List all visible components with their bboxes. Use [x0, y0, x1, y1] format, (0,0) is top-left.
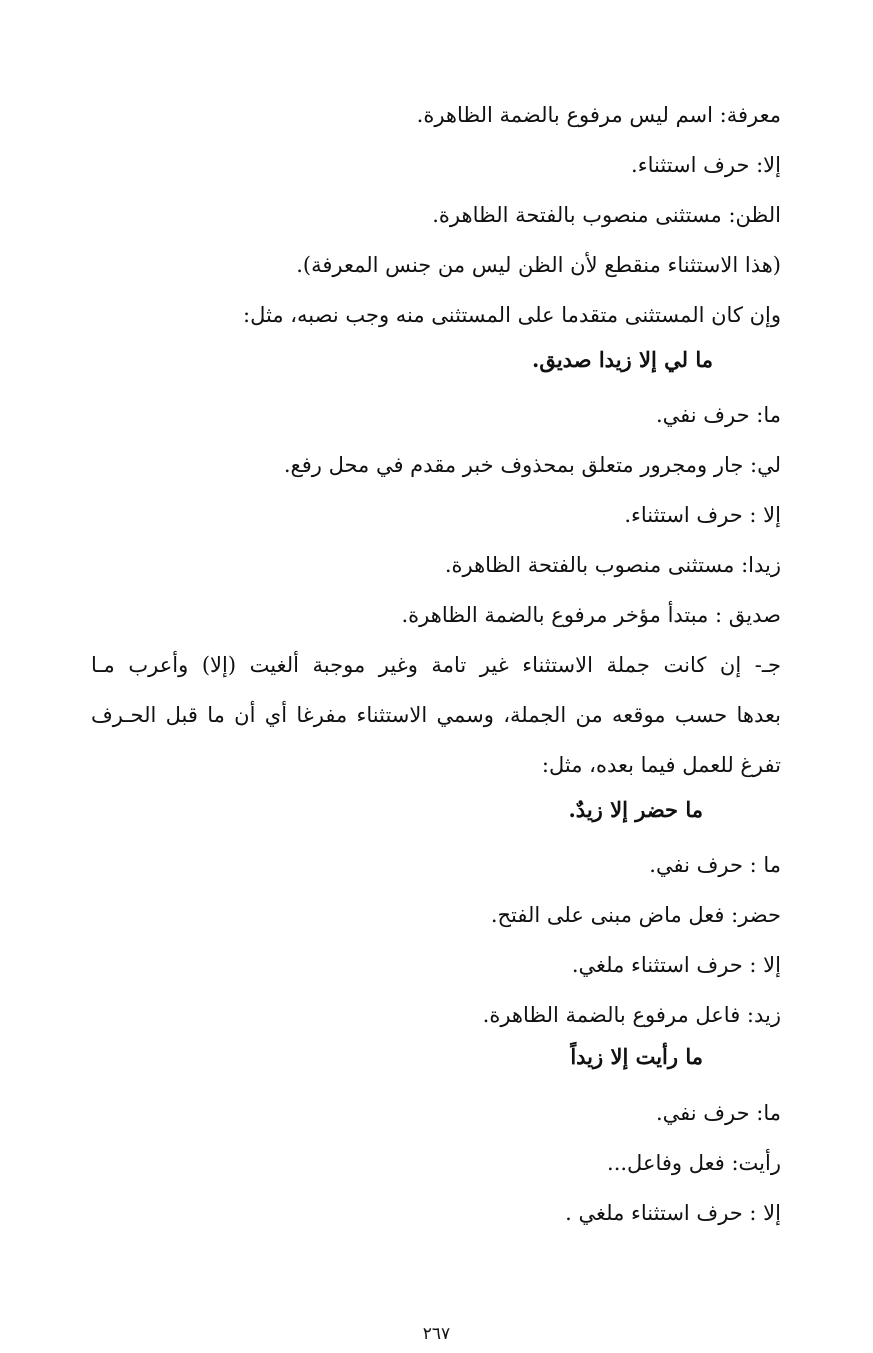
text-line: الظن: مستثنى منصوب بالفتحة الظاهرة.: [432, 203, 781, 227]
example-sentence: ما لي إلا زيدا صديق.: [532, 347, 713, 372]
text-line: ما: حرف نفي.: [655, 403, 781, 427]
text-line: ما : حرف نفي.: [649, 853, 781, 877]
text-line: لي: جار ومجرور متعلق بمحذوف خبر مقدم في محل رفع.: [283, 453, 781, 477]
text-line: ما: حرف نفي.: [655, 1101, 781, 1125]
text-line: رأيت: فعل وفاعل...: [607, 1151, 781, 1175]
example-sentence: ما حضر إلا زيدٌ.: [568, 797, 703, 822]
paragraph-line: جـ- إن كانت جملة الاستثناء غير تامة وغير موجبة ألغيت (إلا) وأعرب مـا: [91, 653, 781, 677]
text-line: صديق : مبتدأ مؤخر مرفوع بالضمة الظاهرة.: [401, 603, 781, 627]
page-number: ٢٦٧: [422, 1324, 451, 1344]
text-line: معرفة: اسم ليس مرفوع بالضمة الظاهرة.: [416, 103, 781, 127]
text-line: إلا : حرف استثناء ملغي .: [565, 1201, 781, 1225]
text-line: حضر: فعل ماض مبنى على الفتح.: [490, 903, 781, 927]
text-line: زيد: فاعل مرفوع بالضمة الظاهرة.: [482, 1003, 781, 1027]
text-line: إلا : حرف استثناء ملغي.: [571, 953, 781, 977]
text-line: إلا : حرف استثناء.: [624, 503, 781, 527]
text-line: وإن كان المستثنى متقدما على المستثنى منه وجب نصبه، مثل:: [243, 303, 781, 327]
text-line: إلا: حرف استثناء.: [631, 153, 781, 177]
paragraph-line: تفرغ للعمل فيما بعده، مثل:: [541, 753, 781, 777]
text-line: (هذا الاستثناء منقطع لأن الظن ليس من جنس المعرفة).: [296, 253, 781, 277]
text-line: زيدا: مستثنى منصوب بالفتحة الظاهرة.: [444, 553, 781, 577]
example-sentence: ما رأيت إلا زيداً: [570, 1044, 703, 1069]
paragraph-line: بعدها حسب موقعه من الجملة، وسمي الاستثناء مفرغا أي أن ما قبل الحـرف: [91, 703, 781, 727]
